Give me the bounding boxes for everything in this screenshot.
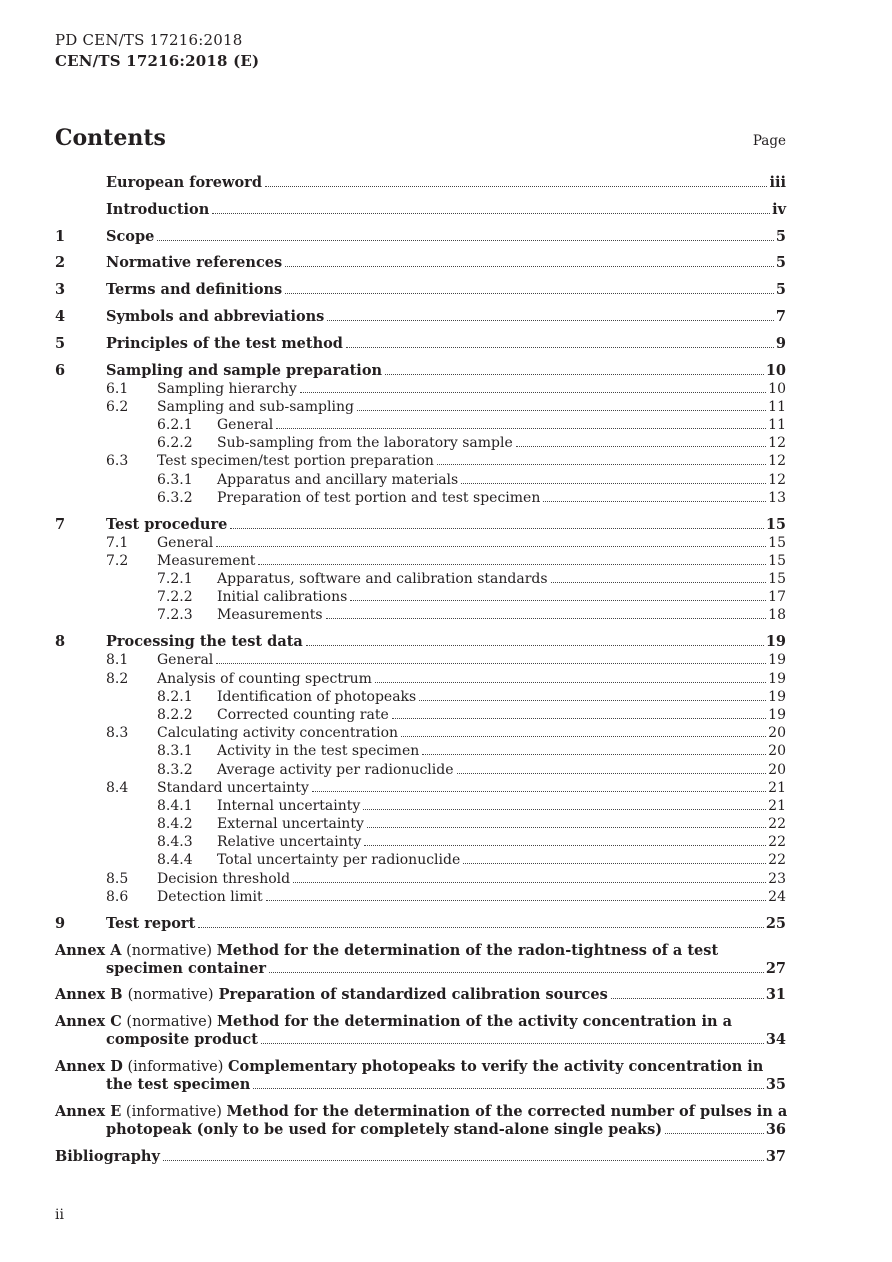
toc-entry-number: 2 (55, 254, 66, 272)
toc-entry-title: Total uncertainty per radionuclide (217, 852, 461, 869)
toc-entry-title: Symbols and abbreviations (106, 307, 325, 325)
dot-leader (392, 717, 766, 719)
toc-entry-number: 8.6 (106, 888, 129, 905)
toc-entry-title: Processing the test data (106, 633, 303, 651)
dot-leader (364, 844, 766, 846)
toc-entry[interactable] (55, 651, 786, 669)
annex-type: (normative) (126, 942, 213, 959)
toc-entry-title: Sub-sampling from the laboratory sample (217, 435, 513, 452)
annex-page: 35 (765, 1076, 786, 1094)
toc-entry-number: 8.2.2 (157, 706, 193, 723)
toc-annex-entry[interactable] (55, 986, 786, 1004)
toc-entry[interactable] (55, 552, 786, 570)
toc-entry-number: 8.1 (106, 652, 129, 669)
toc-entry-number: 8.4.3 (157, 834, 193, 851)
toc-entry-page: 19 (768, 670, 786, 687)
annex-title: Complementary photopeaks to verify the activity concentration in (228, 1058, 764, 1076)
toc-entry-title: Test specimen/test portion preparation (157, 453, 434, 470)
toc-entry-title: Corrected counting rate (217, 706, 389, 723)
toc-entry[interactable] (55, 254, 786, 272)
toc-entry-page: 22 (768, 816, 786, 833)
toc-entry-page: 15 (768, 552, 786, 569)
toc-entry-page: 20 (768, 743, 786, 760)
toc-entry[interactable] (55, 516, 786, 534)
dot-leader (198, 926, 764, 928)
dot-leader (212, 212, 770, 214)
document-id: PD CEN/TS 17216:2018 (55, 31, 243, 49)
toc-entry-title: General (157, 652, 214, 669)
annex-page: 31 (765, 986, 786, 1004)
dot-leader (346, 346, 774, 348)
toc-entry-page: 5 (775, 281, 786, 299)
toc-entry-number: 7.1 (106, 534, 129, 551)
annex-label: Annex E (55, 1102, 122, 1120)
toc-entry[interactable] (55, 380, 786, 398)
toc-entry-page: 17 (768, 589, 786, 606)
annex-title-continued: composite product (106, 1031, 258, 1049)
toc-entry-number: 8.3.1 (157, 743, 193, 760)
toc-entry[interactable] (55, 851, 786, 869)
dot-leader (327, 319, 774, 321)
toc-entry-number: 7.2.3 (157, 607, 193, 624)
toc-entry-page: 10 (765, 361, 786, 379)
toc-entry-page: 12 (768, 471, 786, 488)
toc-entry-title: General (157, 534, 214, 551)
toc-entry[interactable] (55, 606, 786, 624)
toc-entry[interactable] (55, 779, 786, 797)
toc-entry-page: 20 (768, 761, 786, 778)
toc-entry-title: Terms and definitions (106, 281, 283, 299)
annex-title: Method for the determination of the corrected number of pulses in a (226, 1102, 788, 1120)
toc-entry-page: 19 (768, 688, 786, 705)
toc-entry-number: 6.2 (106, 398, 129, 415)
toc-entry-title: Calculating activity concentration (157, 725, 399, 742)
annex-title: Method for the determination of the radon-tightness of a test (216, 941, 719, 959)
dot-leader (266, 899, 767, 901)
toc-entry-page: 11 (768, 416, 786, 433)
toc-entry-page: 13 (768, 489, 786, 506)
toc-entry-number: 8.4 (106, 779, 129, 796)
dot-leader (253, 1087, 763, 1089)
toc-entry-title: Introduction (106, 200, 210, 218)
toc-entry-title: Measurements (217, 607, 323, 624)
toc-entry[interactable] (55, 281, 786, 299)
dot-leader (157, 239, 774, 241)
table-of-contents (55, 174, 786, 1166)
toc-entry[interactable] (55, 742, 786, 760)
dot-leader (385, 373, 764, 375)
toc-entry[interactable] (55, 362, 786, 380)
toc-entry[interactable] (55, 228, 786, 246)
dot-leader (665, 1132, 764, 1134)
toc-entry-number: 6.2.2 (157, 435, 193, 452)
toc-entry[interactable] (55, 434, 786, 452)
toc-entry[interactable] (55, 452, 786, 470)
toc-entry-page: 15 (768, 571, 786, 588)
toc-entry-title: European foreword (106, 174, 262, 191)
dot-leader (461, 482, 766, 484)
toc-entry-number: 7.2 (106, 552, 129, 569)
toc-annex-entry[interactable] (55, 942, 786, 978)
toc-entry[interactable] (55, 534, 786, 552)
toc-entry-title: Bibliography (55, 1147, 160, 1165)
toc-annex-entry[interactable] (55, 1103, 786, 1139)
dot-leader (437, 463, 766, 465)
toc-entry-page: 18 (768, 607, 786, 624)
dot-leader (265, 185, 768, 187)
toc-entry[interactable] (55, 888, 786, 906)
toc-entry-page: 23 (768, 870, 786, 887)
toc-entry-number: 8 (55, 633, 66, 651)
dot-leader (401, 735, 766, 737)
toc-entry-number: 7.2.2 (157, 589, 193, 606)
dot-leader (285, 265, 774, 267)
dot-leader (551, 581, 767, 583)
toc-entry-title: Principles of the test method (106, 334, 343, 352)
page-title: Contents (55, 125, 166, 151)
toc-entry-number: 3 (55, 281, 66, 299)
toc-entry-page: iii (769, 174, 786, 191)
dot-leader (300, 391, 766, 393)
annex-page: 27 (765, 959, 786, 977)
annex-label: Annex D (55, 1058, 123, 1076)
dot-leader (357, 409, 766, 411)
toc-entry-page: 15 (768, 534, 786, 551)
toc-entry[interactable] (55, 398, 786, 416)
page-number: ii (55, 1207, 64, 1223)
annex-type: (informative) (125, 1103, 222, 1120)
toc-entry[interactable] (55, 688, 786, 706)
toc-entry-number: 8.5 (106, 870, 129, 887)
page-column-label: Page (752, 133, 786, 149)
toc-entry-number: 1 (55, 227, 66, 245)
toc-entry-number: 8.4.2 (157, 816, 193, 833)
dot-leader (230, 527, 764, 529)
toc-entry-page: 10 (768, 380, 786, 397)
annex-label: Annex C (55, 1013, 122, 1031)
toc-entry[interactable] (55, 670, 786, 688)
toc-entry-number: 9 (55, 914, 66, 932)
annex-title: Method for the determination of the activity concentration in a (216, 1013, 732, 1031)
toc-entry-page: 12 (768, 453, 786, 470)
toc-entry-number: 6 (55, 361, 66, 379)
toc-entry-title: Normative references (106, 254, 283, 272)
dot-leader (419, 699, 766, 701)
toc-entry-page: 7 (775, 307, 786, 325)
toc-entry-title: Average activity per radionuclide (217, 761, 454, 778)
toc-entry[interactable] (55, 416, 786, 434)
toc-entry-page: 22 (768, 834, 786, 851)
toc-entry-number: 8.2 (106, 670, 129, 687)
toc-entry[interactable] (55, 471, 786, 489)
toc-entry-page: 21 (768, 779, 786, 796)
dot-leader (163, 1159, 764, 1161)
toc-entry-title: Identification of photopeaks (217, 688, 417, 705)
toc-entry[interactable] (55, 174, 786, 192)
toc-entry-page: 21 (768, 797, 786, 814)
toc-annex-entry[interactable] (55, 1058, 786, 1094)
toc-entry-number: 6.1 (106, 380, 129, 397)
dot-leader (306, 644, 764, 646)
dot-leader (285, 292, 774, 294)
toc-entry-title: Standard uncertainty (157, 779, 309, 796)
toc-entry[interactable] (55, 201, 786, 219)
dot-leader (261, 1042, 764, 1044)
toc-entry-page: 5 (775, 227, 786, 245)
toc-entry[interactable] (55, 833, 786, 851)
toc-entry[interactable] (55, 633, 786, 651)
toc-entry-page: 5 (775, 254, 786, 272)
toc-entry[interactable] (55, 308, 786, 326)
annex-type: (normative) (127, 987, 214, 1004)
dot-leader (422, 753, 766, 755)
annex-title: Preparation of standardized calibration sources (218, 986, 608, 1004)
dot-leader (611, 997, 764, 999)
toc-entry-title: Sampling and sample preparation (106, 361, 383, 379)
annex-title-continued: photopeak (only to be used for completely stand-alone single peaks) (106, 1120, 663, 1138)
annex-label: Annex B (55, 986, 123, 1004)
toc-entry-number: 7.2.1 (157, 571, 193, 588)
dot-leader (463, 862, 766, 864)
toc-entry-title: Relative uncertainty (217, 834, 362, 851)
toc-entry-title: Test procedure (106, 515, 228, 533)
toc-entry-title: Decision threshold (157, 870, 291, 887)
dot-leader (276, 427, 766, 429)
toc-entry[interactable] (55, 570, 786, 588)
annex-label: Annex A (55, 941, 122, 959)
annex-page: 36 (765, 1120, 786, 1138)
document-id-english: CEN/TS 17216:2018 (E) (55, 52, 260, 70)
toc-entry[interactable] (55, 588, 786, 606)
toc-entry-page: 22 (768, 852, 786, 869)
toc-entry-page: 20 (768, 725, 786, 742)
toc-entry-title: General (217, 416, 274, 433)
toc-entry-number: 8.3 (106, 725, 129, 742)
dot-leader (216, 545, 766, 547)
toc-entry-title: Preparation of test portion and test specimen (217, 489, 541, 506)
dot-leader (258, 563, 766, 565)
toc-entry-title: Analysis of counting spectrum (157, 670, 372, 687)
dot-leader (293, 881, 766, 883)
toc-entry-title: Initial calibrations (217, 589, 348, 606)
toc-entry-number: 4 (55, 307, 66, 325)
toc-entry[interactable] (55, 335, 786, 353)
dot-leader (326, 617, 767, 619)
toc-entry-title: Test report (106, 914, 196, 932)
toc-entry-number: 5 (55, 334, 66, 352)
toc-entry-title: Internal uncertainty (217, 797, 361, 814)
toc-entry-title: Measurement (157, 552, 256, 569)
toc-entry-number: 6.3.2 (157, 489, 193, 506)
dot-leader (216, 662, 766, 664)
toc-entry-title: External uncertainty (217, 816, 364, 833)
toc-entry-number: 7 (55, 515, 66, 533)
toc-entry-title: Apparatus and ancillary materials (217, 471, 459, 488)
toc-entry[interactable] (55, 761, 786, 779)
toc-entry-title: Detection limit (157, 888, 263, 905)
toc-entry-page: 12 (768, 435, 786, 452)
toc-bibliography-entry[interactable] (55, 1148, 786, 1166)
toc-entry[interactable] (55, 724, 786, 742)
toc-entry-page: 19 (768, 706, 786, 723)
toc-entry-number: 6.2.1 (157, 416, 193, 433)
dot-leader (543, 500, 766, 502)
toc-entry-page: 19 (768, 652, 786, 669)
dot-leader (312, 790, 766, 792)
dot-leader (350, 599, 766, 601)
toc-entry[interactable] (55, 706, 786, 724)
toc-entry-number: 6.3.1 (157, 471, 193, 488)
toc-entry-page: 11 (768, 398, 786, 415)
toc-annex-entry[interactable] (55, 1013, 786, 1049)
toc-entry-number: 8.4.1 (157, 797, 193, 814)
toc-entry-title: Activity in the test specimen (217, 743, 420, 760)
dot-leader (375, 681, 766, 683)
toc-entry-title: Scope (106, 227, 155, 245)
toc-entry[interactable] (55, 489, 786, 507)
toc-entry-title: Sampling hierarchy (157, 380, 297, 397)
dot-leader (457, 772, 767, 774)
toc-entry-number: 6.3 (106, 453, 129, 470)
toc-entry-page: iv (772, 200, 786, 218)
dot-leader (367, 826, 766, 828)
toc-entry-page: 25 (765, 914, 786, 932)
toc-entry[interactable] (55, 915, 786, 933)
dot-leader (363, 808, 766, 810)
toc-entry-page: 37 (765, 1147, 786, 1165)
toc-entry-title: Sampling and sub-sampling (157, 398, 354, 415)
toc-entry-number: 8.4.4 (157, 852, 193, 869)
annex-title-continued: the test specimen (106, 1076, 251, 1094)
toc-entry-page: 19 (765, 633, 786, 651)
annex-title-continued: specimen container (106, 959, 267, 977)
annex-type: (normative) (126, 1014, 213, 1031)
toc-entry[interactable] (55, 815, 786, 833)
dot-leader (516, 445, 766, 447)
toc-entry-number: 8.3.2 (157, 761, 193, 778)
annex-page: 34 (765, 1031, 786, 1049)
dot-leader (269, 971, 764, 973)
toc-entry[interactable] (55, 870, 786, 888)
toc-entry-number: 8.2.1 (157, 688, 193, 705)
toc-entry[interactable] (55, 797, 786, 815)
toc-entry-page: 15 (765, 515, 786, 533)
toc-entry-page: 24 (768, 888, 786, 905)
annex-type: (informative) (127, 1059, 224, 1076)
toc-entry-page: 9 (775, 334, 786, 352)
toc-entry-title: Apparatus, software and calibration standards (217, 571, 548, 588)
